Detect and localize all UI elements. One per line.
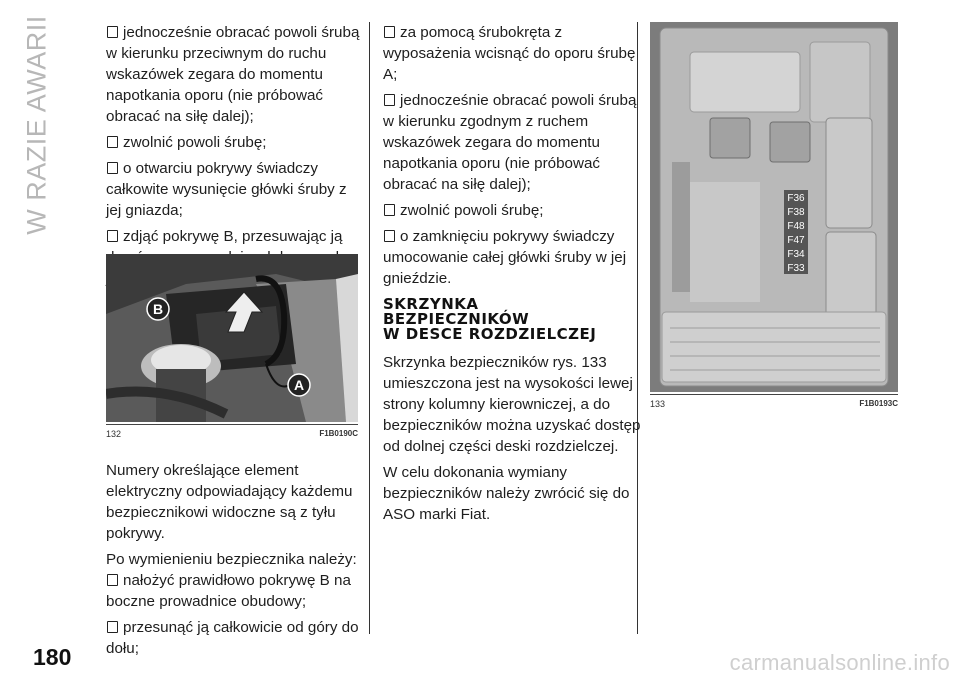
cover-removal-photo [106, 254, 358, 422]
figure-133 [650, 22, 898, 409]
list-item: nałożyć prawidłowo pokrywę B na boczne prowadnice obudowy; [106, 572, 351, 610]
callout-b-label: B [152, 301, 164, 317]
checkbox-bullet-icon [384, 204, 395, 216]
figure-code: F1B0193C [859, 399, 898, 408]
list-item: przesunąć ją całkowicie od góry do dołu; [106, 619, 359, 657]
checkbox-bullet-icon [107, 162, 118, 174]
fuse-label: F38 [787, 207, 805, 218]
figure-code: F1B0190C [319, 429, 358, 438]
paragraph: Po wymienieniu bezpiecznika należy: [106, 551, 357, 568]
checkbox-bullet-icon [107, 136, 118, 148]
paragraph: W celu dokonania wymiany bezpieczników należy zwrócić się do ASO marki Fiat. [383, 464, 630, 523]
paragraph: Numery określające element elektryczny odpowiadający każdemu bezpiecznikowi widoczne są z tyłu pokrywy. [106, 462, 353, 542]
fuse-label: F48 [787, 221, 805, 232]
column-divider [369, 22, 370, 634]
checkbox-bullet-icon [384, 94, 395, 106]
list-item: zdjąć pokrywę B, przesuwając ją [106, 226, 361, 289]
page-number: 180 [33, 644, 72, 670]
text-column-2 [383, 22, 643, 530]
figure-caption [106, 424, 358, 439]
figure-caption [650, 394, 898, 409]
list-item: o zamknięciu pokrywy świadczy umocowanie całej główki śruby w jej gnieździe. [383, 228, 627, 287]
list-item: jednocześnie obracać powoli śrubą w kierunku zgodnym z ruchem wskazówek zegara do momentu napotkania oporu (nie próbować obracać na siłę dalej); [383, 92, 637, 193]
list-item: za pomocą śrubokręta z wyposażenia wcisnąć do oporu śrubę A; [383, 24, 636, 83]
checkbox-bullet-icon [107, 574, 118, 586]
figure-132 [106, 254, 358, 439]
list-item: zwolnić powoli śrubę; [383, 200, 643, 221]
section-heading: SKRZYNKA BEZPIECZNIKÓW W DESCE ROZDZIELCZEJ [383, 295, 597, 343]
fuse-box-photo [650, 22, 898, 392]
chapter-side-title: W RAZIE AWARII [21, 15, 52, 235]
fuse-label: F47 [787, 235, 805, 246]
text-column-1-bottom [106, 460, 361, 664]
paragraph: Skrzynka bezpieczników rys. 133 umieszczona jest na wysokości lewej strony kolumny kierowniczej, a do bezpieczników można uzyskać dostęp od dolnej części deski rozdzielczej. [383, 354, 641, 455]
figure-number: 133 [650, 399, 666, 409]
checkbox-bullet-icon [384, 230, 395, 242]
fuse-label: F33 [787, 263, 805, 274]
figure-number: 132 [106, 429, 122, 439]
checkbox-bullet-icon [384, 26, 395, 38]
checkbox-bullet-icon [107, 230, 118, 242]
list-item: o otwarciu pokrywy świadczy całkowite wysunięcie główki śruby z jej gniazda; [106, 160, 347, 219]
fuse-label: F34 [787, 249, 805, 260]
list-item: jednocześnie obracać powoli śrubą w kierunku przeciwnym do ruchu wskazówek zegara do momentu napotkania oporu (nie próbować obracać na siłę dalej); [106, 24, 360, 125]
checkbox-bullet-icon [107, 621, 118, 633]
fuse-label: F36 [787, 193, 805, 204]
fuse-label-list [784, 190, 808, 274]
callout-a-label: A [293, 377, 305, 393]
site-watermark: carmanualsonline.info [729, 650, 950, 675]
list-item: zwolnić powoli śrubę; [106, 132, 361, 153]
checkbox-bullet-icon [107, 26, 118, 38]
